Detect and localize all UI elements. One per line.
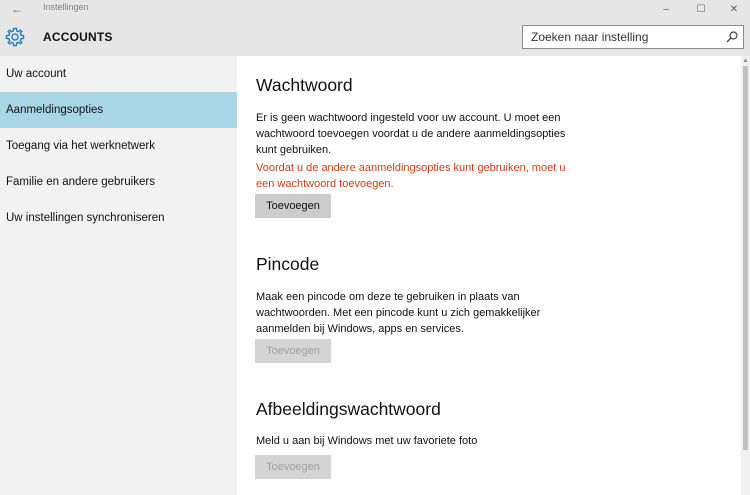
pin-heading: Pincode [256,254,320,274]
add-pin-button[interactable]: Toevoegen [255,339,331,363]
picture-password-heading: Afbeeldingswachtwoord [256,399,441,419]
scroll-thumb[interactable] [743,66,748,450]
close-icon: ✕ [729,3,739,15]
sidebar-item-label: Uw instellingen synchroniseren [6,212,165,224]
page-title: ACCOUNTS [43,30,113,44]
maximize-button[interactable] [683,0,719,18]
password-description: Er is geen wachtwoord ingesteld voor uw account. U moet een wachtwoord toevoegen voordat u de andere aanmeldingsopties kunt gebruiken. [256,112,566,156]
sidebar [0,56,237,495]
sidebar-item-label: Aanmeldingsopties [6,104,104,116]
minimize-icon: – [663,3,669,15]
search-input[interactable] [523,26,719,48]
search-icon[interactable] [725,30,739,44]
header [0,18,750,56]
window-title: Instellingen [43,2,89,12]
sidebar-item-uw-account[interactable] [0,56,237,92]
pin-description: Maak een pincode om deze te gebruiken in plaats van wachtwoorden. Met een pincode kunt u zich gemakkelijker aanmelden bij Windows, apps en services. [256,291,541,335]
sidebar-item-label: Toegang via het werknetwerk [6,140,155,152]
back-button[interactable] [0,0,34,18]
title-bar [0,0,750,18]
password-heading: Wachtwoord [256,75,353,95]
add-password-button[interactable]: Toevoegen [255,194,331,218]
main-content [237,56,741,495]
close-button[interactable] [716,0,750,18]
sidebar-item-familie[interactable] [0,164,237,200]
add-picture-password-button[interactable]: Toevoegen [255,455,331,479]
sidebar-item-label: Uw account [6,68,67,80]
sidebar-item-label: Familie en andere gebruikers [6,176,155,188]
minimize-button[interactable] [648,0,684,18]
sidebar-item-werknetwerk[interactable] [0,128,237,164]
picture-password-description: Meld u aan bij Windows met uw favoriete foto [256,435,478,447]
scroll-up-icon[interactable]: ▲ [742,57,749,64]
gear-icon [5,27,25,47]
search-box[interactable] [522,25,744,49]
sidebar-item-synchroniseren[interactable] [0,200,237,236]
maximize-icon: ☐ [696,3,706,15]
sidebar-item-aanmeldingsopties[interactable] [0,92,237,128]
scrollbar[interactable] [741,56,750,495]
back-arrow-icon: ← [11,2,23,16]
password-warning: Voordat u de andere aanmeldingsopties kunt gebruiken, moet u een wachtwoord toevoegen. [256,162,566,190]
